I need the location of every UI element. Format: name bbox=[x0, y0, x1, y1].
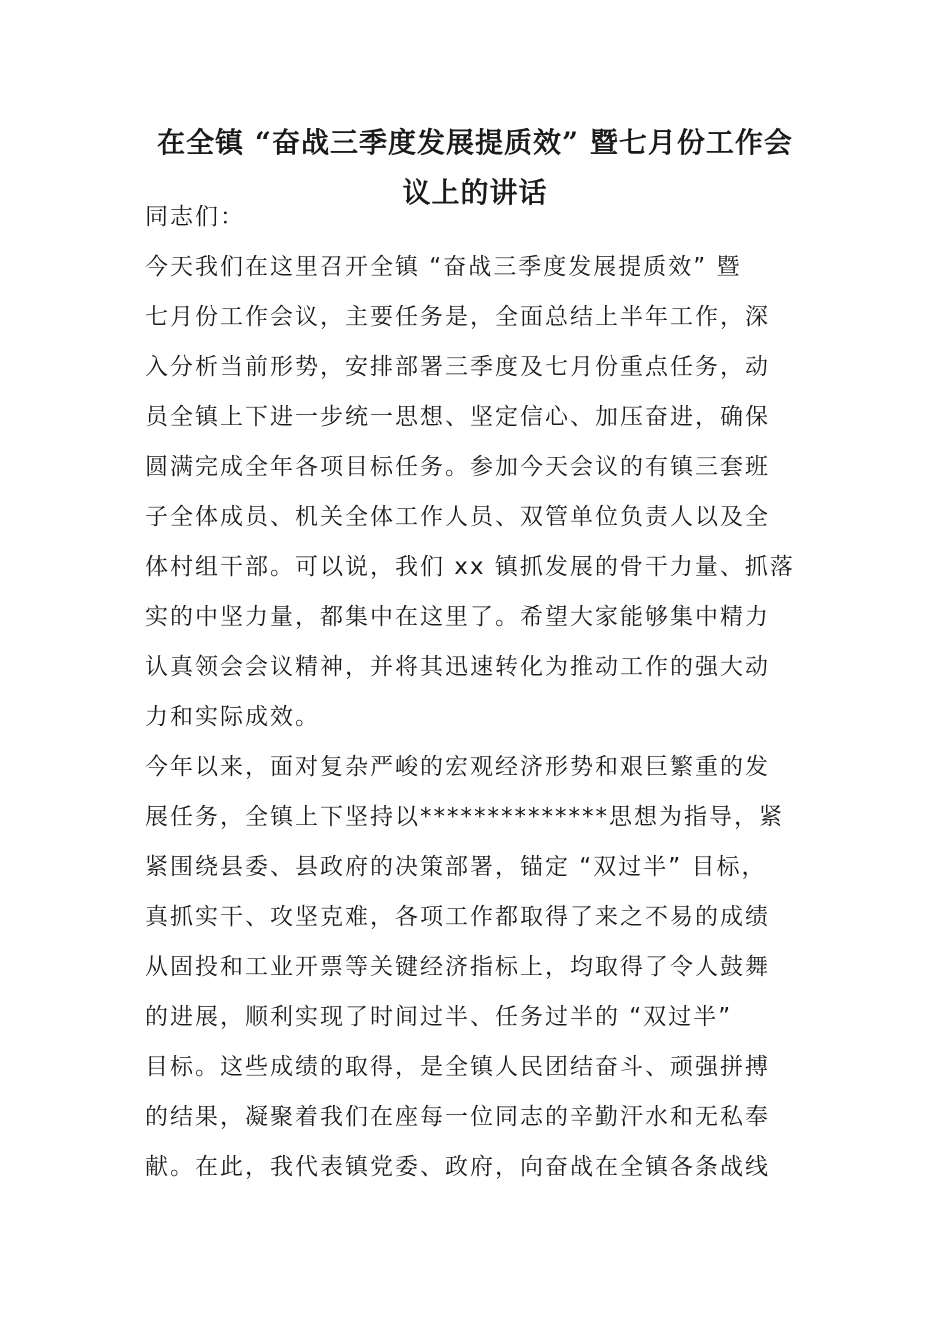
body-line: 体村组干部。可以说，我们 xx 镇抓发展的骨干力量、抓落 bbox=[145, 554, 795, 580]
body-line: 实的中坚力量，都集中在这里了。希望大家能够集中精力 bbox=[145, 604, 770, 630]
document-body bbox=[145, 192, 835, 1192]
body-line: 的结果，凝聚着我们在座每一位同志的辛勤汗水和无私奉 bbox=[145, 1104, 770, 1130]
body-line: 员全镇上下进一步统一思想、坚定信心、加压奋进，确保 bbox=[145, 404, 770, 430]
body-line: 认真领会会议精神，并将其迅速转化为推动工作的强大动 bbox=[145, 654, 770, 680]
body-line: 紧围绕县委、县政府的决策部署，锚定 “双过半” 目标， bbox=[145, 854, 767, 880]
body-line: 今天我们在这里召开全镇 “奋战三季度发展提质效” 暨 bbox=[145, 254, 742, 280]
body-line: 的进展，顺利实现了时间过半、任务过半的 “双过半” bbox=[145, 1004, 733, 1030]
body-line: 七月份工作会议，主要任务是，全面总结上半年工作，深 bbox=[145, 304, 770, 330]
body-line: 子全体成员、机关全体工作人员、双管单位负责人以及全 bbox=[145, 504, 770, 530]
body-line: 展任务，全镇上下坚持以**************思想为指导，紧 bbox=[145, 804, 784, 830]
body-line: 从固投和工业开票等关键经济指标上，均取得了令人鼓舞 bbox=[145, 954, 770, 980]
body-line: 真抓实干、攻坚克难，各项工作都取得了来之不易的成绩 bbox=[145, 904, 770, 930]
body-line: 目标。这些成绩的取得，是全镇人民团结奋斗、顽强拼搏 bbox=[145, 1054, 770, 1080]
body-line: 入分析当前形势，安排部署三季度及七月份重点任务，动 bbox=[145, 354, 770, 380]
body-line: 献。在此，我代表镇党委、政府，向奋战在全镇各条战线 bbox=[145, 1154, 770, 1180]
title-line: 议上的讲话 bbox=[402, 176, 548, 209]
body-line: 今年以来，面对复杂严峻的宏观经济形势和艰巨繁重的发 bbox=[145, 754, 770, 780]
body-line: 圆满完成全年各项目标任务。参加今天会议的有镇三套班 bbox=[145, 454, 770, 480]
title-line: 在全镇 “奋战三季度发展提质效” 暨七月份工作会 bbox=[157, 126, 793, 159]
salutation: 同志们： bbox=[145, 204, 245, 230]
body-line: 力和实际成效。 bbox=[145, 704, 320, 730]
